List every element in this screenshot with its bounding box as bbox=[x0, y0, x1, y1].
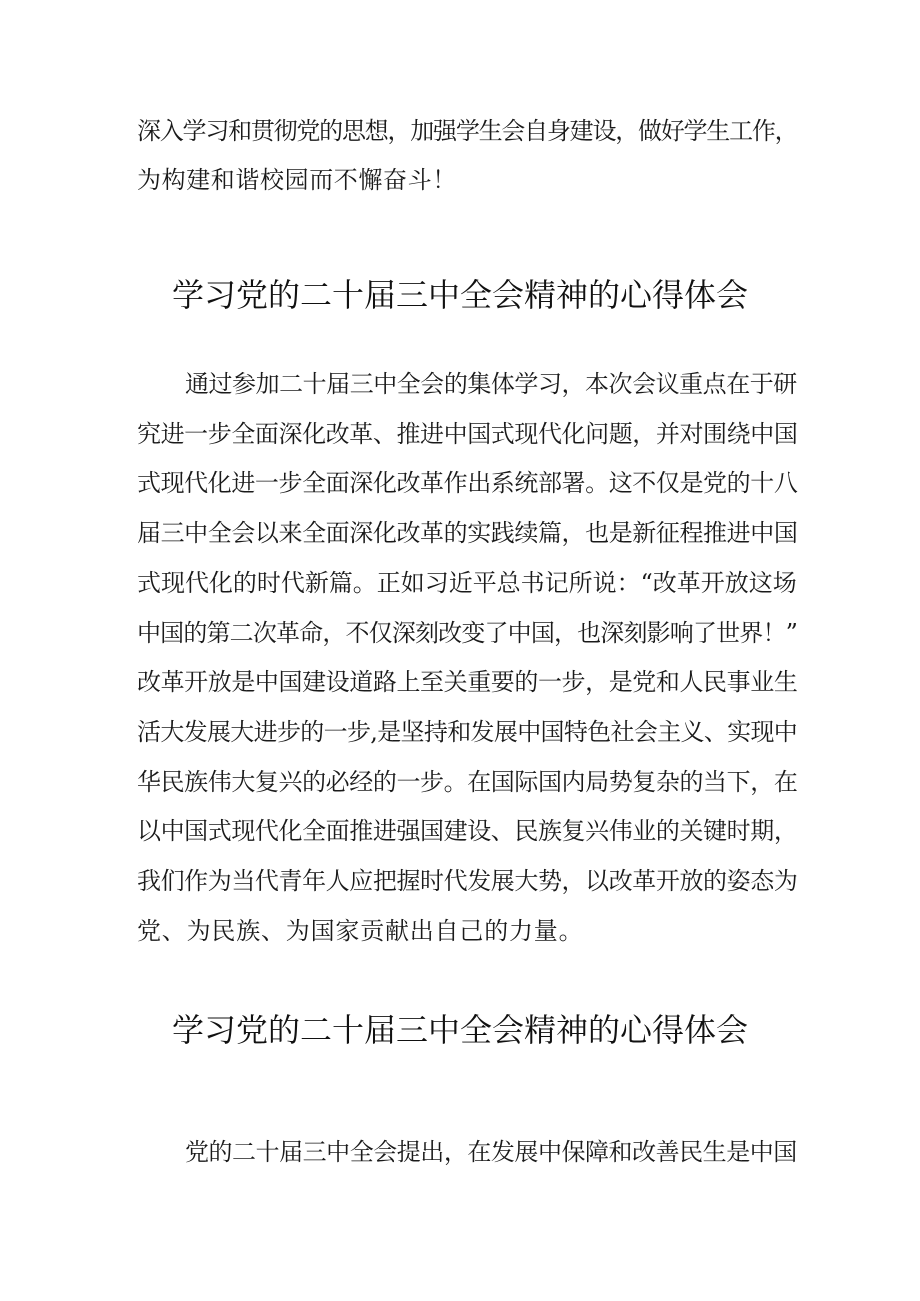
paragraph-line: 式现代化的时代新篇。正如习近平总书记所说：“改革开放这场 bbox=[137, 569, 797, 597]
paragraph-line: 党、为民族、为国家贡献出自己的力量。 bbox=[137, 917, 584, 945]
paragraph-line: 深入学习和贯彻党的思想，加强学生会自身建设，做好学生工作， bbox=[137, 117, 798, 145]
paragraph-line: 为构建和谐校园而不懈奋斗！ bbox=[137, 166, 457, 194]
section-title: 学习党的二十届三中全会精神的心得体会 bbox=[171, 276, 748, 314]
paragraph-line: 党的二十届三中全会提出，在发展中保障和改善民生是中国 bbox=[185, 1138, 797, 1166]
paragraph-line: 式现代化进一步全面深化改革作出系统部署。这不仅是党的十八 bbox=[137, 469, 798, 497]
section-title: 学习党的二十届三中全会精神的心得体会 bbox=[171, 1011, 748, 1049]
paragraph-line: 通过参加二十届三中全会的集体学习，本次会议重点在于研 bbox=[185, 370, 797, 398]
paragraph-line: 活大发展大进步的一步,是坚持和发展中国特色社会主义、实现中 bbox=[137, 718, 798, 746]
paragraph-line: 究进一步全面深化改革、推进中国式现代化问题，并对围绕中国 bbox=[137, 420, 798, 448]
paragraph-line: 我们作为当代青年人应把握时代发展大势，以改革开放的姿态为 bbox=[137, 867, 798, 895]
paragraph-line: 中国的第二次革命，不仅深刻改变了中国，也深刻影响了世界！” bbox=[137, 619, 798, 647]
paragraph-line: 以中国式现代化全面推进强国建设、民族复兴伟业的关键时期， bbox=[137, 817, 798, 845]
paragraph-line: 届三中全会以来全面深化改革的实践续篇，也是新征程推进中国 bbox=[137, 519, 798, 547]
paragraph-line: 改革开放是中国建设道路上至关重要的一步，是党和人民事业生 bbox=[137, 668, 798, 696]
paragraph-line: 华民族伟大复兴的必经的一步。在国际国内局势复杂的当下，在 bbox=[137, 768, 798, 796]
